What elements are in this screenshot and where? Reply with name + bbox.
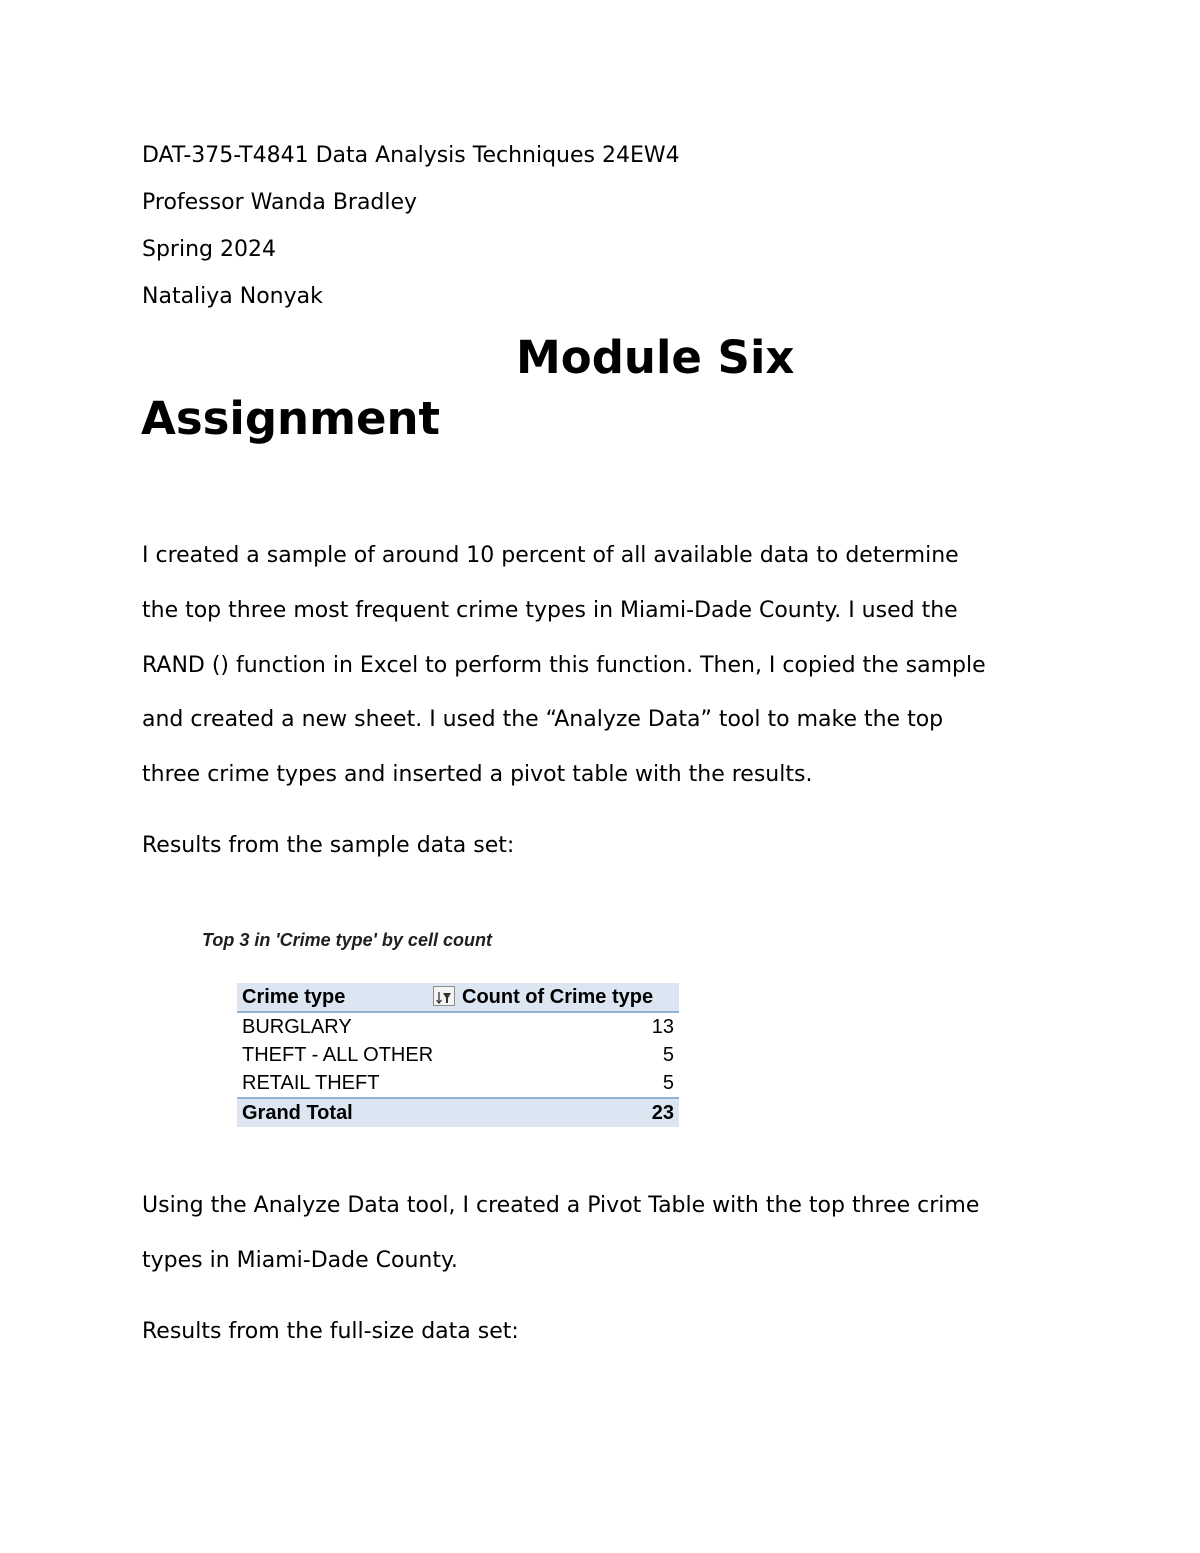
pivot-total-label: Grand Total	[242, 1102, 353, 1124]
sample-results-label: Results from the sample data set:	[142, 833, 515, 858]
pivot-row-value: 5	[662, 1072, 674, 1094]
document-title-line1: Module Six	[516, 331, 795, 384]
pivot-row-label: THEFT - ALL OTHER	[242, 1044, 434, 1066]
table-row	[237, 1013, 679, 1041]
pivot-row-label: BURGLARY	[242, 1016, 352, 1038]
professor-line: Professor Wanda Bradley	[142, 190, 418, 215]
paragraph-line: the top three most frequent crime types in Miami-Dade County. I used the	[142, 598, 958, 623]
document-title-line2: Assignment	[141, 392, 441, 445]
full-results-label: Results from the full-size data set:	[142, 1319, 519, 1344]
pivot-total-value: 23	[651, 1102, 674, 1124]
pivot-table	[237, 983, 679, 1127]
pivot-header-count: Count of Crime type	[462, 986, 654, 1008]
pivot-caption: Top 3 in 'Crime type' by cell count	[202, 930, 492, 950]
sort-filter-icon[interactable]	[433, 986, 455, 1006]
table-row	[237, 1041, 679, 1069]
paragraph-line: Using the Analyze Data tool, I created a Pivot Table with the top three crime	[142, 1193, 980, 1218]
paragraph-line: I created a sample of around 10 percent of all available data to determine	[142, 543, 959, 568]
pivot-total-row	[237, 1097, 679, 1127]
pivot-row-label: RETAIL THEFT	[242, 1072, 380, 1094]
pivot-header-row	[237, 983, 679, 1013]
paragraph-line: three crime types and inserted a pivot table with the results.	[142, 762, 813, 787]
course-line: DAT-375-T4841 Data Analysis Techniques 24EW4	[142, 143, 680, 168]
pivot-header-crime-type: Crime type	[242, 986, 346, 1008]
term-line: Spring 2024	[142, 237, 276, 262]
sort-filter-icon-svg	[434, 989, 454, 1007]
table-row	[237, 1069, 679, 1097]
paragraph-line: and created a new sheet. I used the “Analyze Data” tool to make the top	[142, 707, 944, 732]
paragraph-line: types in Miami-Dade County.	[142, 1248, 458, 1273]
pivot-row-value: 5	[662, 1044, 674, 1066]
student-line: Nataliya Nonyak	[142, 284, 323, 309]
pivot-row-value: 13	[651, 1016, 674, 1038]
paragraph-line: RAND () function in Excel to perform this function. Then, I copied the sample	[142, 653, 986, 678]
